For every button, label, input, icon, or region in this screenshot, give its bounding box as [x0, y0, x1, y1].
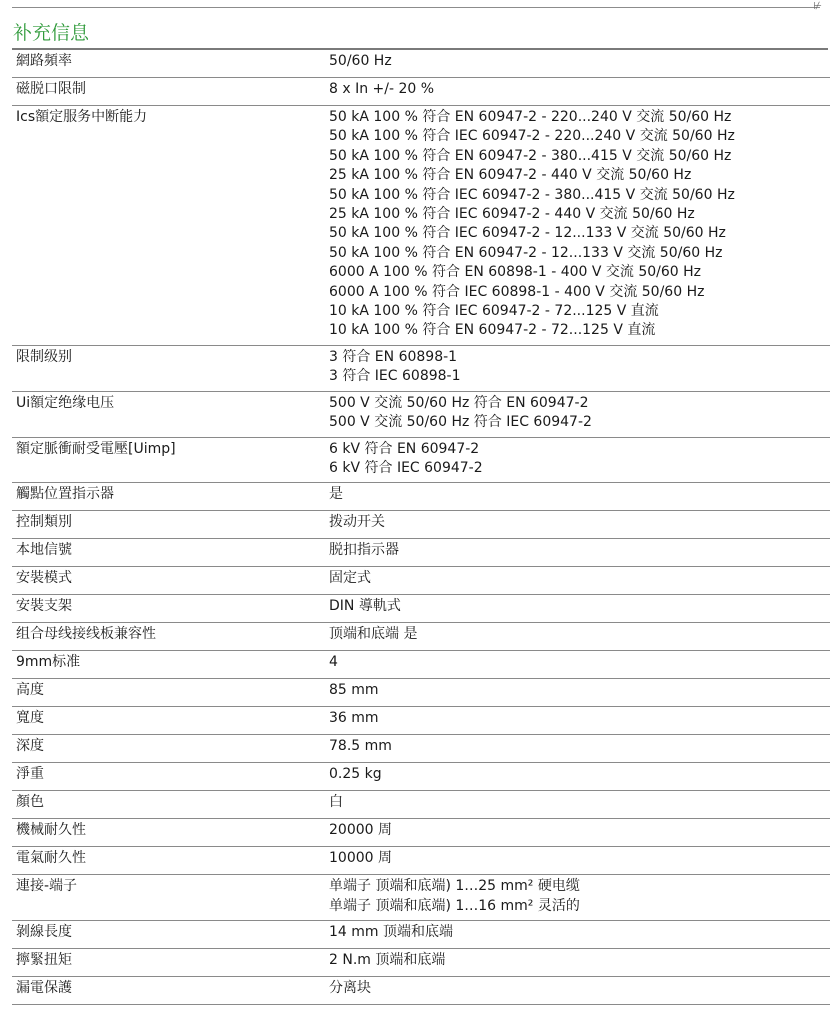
- spec-row: [12, 949, 830, 977]
- spec-row: [12, 483, 830, 511]
- spec-value: [329, 875, 830, 921]
- spec-row: [12, 791, 830, 819]
- spec-label: 顏色: [12, 791, 329, 819]
- spec-value: [329, 977, 830, 1005]
- spec-value: [329, 78, 830, 106]
- spec-label: 安裝支架: [12, 595, 329, 623]
- spec-row: [12, 651, 830, 679]
- spec-row: [12, 539, 830, 567]
- spec-value-line: 500 V 交流 50/60 Hz 符合 IEC 60947-2: [329, 414, 592, 431]
- spec-label: 本地信號: [12, 539, 329, 567]
- spec-value-line: 单端子 顶端和底端) 1…25 mm² 硬电缆: [329, 878, 580, 895]
- spec-label: 網路頻率: [12, 50, 329, 78]
- spec-table: [12, 50, 830, 1005]
- spec-label: 深度: [12, 735, 329, 763]
- spec-value-line: 50 kA 100 % 符合 EN 60947-2 - 380...415 V 交流 50/60 Hz: [329, 147, 732, 164]
- spec-value-line: 50/60 Hz: [329, 53, 392, 69]
- spec-value: [329, 763, 830, 791]
- spec-value-line: 0.25 kg: [329, 766, 382, 783]
- spec-label: 组合母线接线板兼容性: [12, 623, 329, 651]
- spec-value: [329, 483, 830, 511]
- spec-value-line: 顶端和底端 是: [329, 626, 418, 643]
- spec-value-line: 20000 周: [329, 822, 392, 839]
- spec-value-line: 10 kA 100 % 符合 IEC 60947-2 - 72...125 V 直流: [329, 303, 659, 320]
- spec-value: [329, 50, 830, 78]
- spec-label: Ui額定绝缘电压: [12, 391, 329, 437]
- spec-value-line: 是: [329, 486, 343, 503]
- spec-value-line: 拨动开关: [329, 514, 385, 531]
- spec-label: 限制级别: [12, 345, 329, 391]
- spec-label: 機械耐久性: [12, 819, 329, 847]
- spec-label: 9mm标准: [12, 651, 329, 679]
- spec-value-line: 50 kA 100 % 符合 IEC 60947-2 - 380...415 V 交流 50/60 Hz: [329, 186, 735, 203]
- spec-label: 淨重: [12, 763, 329, 791]
- spec-row: [12, 50, 830, 78]
- spec-label: 漏電保護: [12, 977, 329, 1005]
- spec-row: [12, 707, 830, 735]
- spec-value-line: 白: [329, 794, 343, 811]
- spec-value-line: 50 kA 100 % 符合 IEC 60947-2 - 12...133 V 交流 50/60 Hz: [329, 225, 726, 242]
- spec-value-line: 500 V 交流 50/60 Hz 符合 EN 60947-2: [329, 394, 589, 411]
- spec-value-line: 脱扣指示器: [329, 542, 399, 559]
- spec-label: 額定脈衝耐受電壓[Uimp]: [12, 437, 329, 483]
- spec-label: 控制類別: [12, 511, 329, 539]
- spec-value-line: 8 x In +/- 20 %: [329, 81, 435, 97]
- spec-value: [329, 735, 830, 763]
- spec-row: [12, 819, 830, 847]
- spec-row: [12, 78, 830, 106]
- spec-value-line: 25 kA 100 % 符合 EN 60947-2 - 440 V 交流 50/60 Hz: [329, 167, 692, 184]
- spec-label: 高度: [12, 679, 329, 707]
- spec-row: [12, 567, 830, 595]
- spec-row: [12, 106, 830, 346]
- spec-value-line: DIN 導軌式: [329, 598, 401, 615]
- spec-value: [329, 539, 830, 567]
- spec-value-line: 6 kV 符合 EN 60947-2: [329, 440, 480, 457]
- spec-label: Ics額定服务中断能力: [12, 106, 329, 346]
- spec-value-line: 36 mm: [329, 710, 379, 727]
- spec-value-line: 固定式: [329, 570, 371, 587]
- corner-mark-icon: ⊬: [813, 1, 822, 12]
- spec-label: 擰緊扭矩: [12, 949, 329, 977]
- spec-value-line: 78.5 mm: [329, 738, 392, 755]
- spec-label: 觸點位置指示器: [12, 483, 329, 511]
- spec-row: [12, 623, 830, 651]
- spec-label: 磁脱口限制: [12, 78, 329, 106]
- spec-value-line: 6 kV 符合 IEC 60947-2: [329, 459, 483, 476]
- spec-value: [329, 106, 830, 346]
- spec-row: [12, 345, 830, 391]
- spec-value: [329, 791, 830, 819]
- spec-label: 電氣耐久性: [12, 847, 329, 875]
- spec-value-line: 6000 A 100 % 符合 IEC 60898-1 - 400 V 交流 50/60 Hz: [329, 283, 705, 300]
- spec-row: [12, 679, 830, 707]
- spec-label: 安裝模式: [12, 567, 329, 595]
- top-divider: [12, 7, 820, 8]
- section-title: 补充信息: [13, 22, 90, 44]
- spec-value: [329, 345, 830, 391]
- spec-row: [12, 847, 830, 875]
- spec-value-line: 分离块: [329, 980, 371, 997]
- spec-value: [329, 595, 830, 623]
- spec-value-line: 10000 周: [329, 850, 392, 867]
- spec-value: [329, 567, 830, 595]
- spec-value-line: 2 N.m 顶端和底端: [329, 952, 446, 969]
- spec-row: [12, 391, 830, 437]
- spec-value: [329, 651, 830, 679]
- spec-value-line: 3 符合 IEC 60898-1: [329, 368, 461, 385]
- spec-value-line: 10 kA 100 % 符合 EN 60947-2 - 72...125 V 直流: [329, 322, 656, 339]
- spec-value: [329, 511, 830, 539]
- spec-row: [12, 595, 830, 623]
- spec-value-line: 25 kA 100 % 符合 IEC 60947-2 - 440 V 交流 50/60 Hz: [329, 206, 695, 223]
- spec-value: [329, 921, 830, 949]
- spec-value-line: 50 kA 100 % 符合 IEC 60947-2 - 220...240 V 交流 50/60 Hz: [329, 128, 735, 145]
- spec-value-line: 14 mm 顶端和底端: [329, 924, 453, 941]
- spec-row: [12, 977, 830, 1005]
- spec-table-body: [12, 50, 830, 1005]
- spec-value: [329, 707, 830, 735]
- spec-row: [12, 921, 830, 949]
- spec-label: 寬度: [12, 707, 329, 735]
- spec-label: 連接-端子: [12, 875, 329, 921]
- spec-row: [12, 763, 830, 791]
- spec-value: [329, 391, 830, 437]
- spec-value: [329, 819, 830, 847]
- spec-value: [329, 679, 830, 707]
- spec-value: [329, 623, 830, 651]
- spec-value-line: 4: [329, 654, 338, 671]
- spec-value-line: 6000 A 100 % 符合 EN 60898-1 - 400 V 交流 50/60 Hz: [329, 264, 702, 281]
- spec-value-line: 单端子 顶端和底端) 1…16 mm² 灵活的: [329, 897, 580, 914]
- spec-value: [329, 949, 830, 977]
- spec-value-line: 85 mm: [329, 682, 379, 699]
- spec-label: 剝線長度: [12, 921, 329, 949]
- spec-value: [329, 847, 830, 875]
- spec-row: [12, 735, 830, 763]
- spec-value: [329, 437, 830, 483]
- spec-value-line: 50 kA 100 % 符合 EN 60947-2 - 220...240 V 交流 50/60 Hz: [329, 109, 732, 125]
- spec-value-line: 50 kA 100 % 符合 EN 60947-2 - 12...133 V 交流 50/60 Hz: [329, 244, 723, 261]
- spec-row: [12, 875, 830, 921]
- spec-row: [12, 437, 830, 483]
- spec-value-line: 3 符合 EN 60898-1: [329, 348, 458, 365]
- spec-row: [12, 511, 830, 539]
